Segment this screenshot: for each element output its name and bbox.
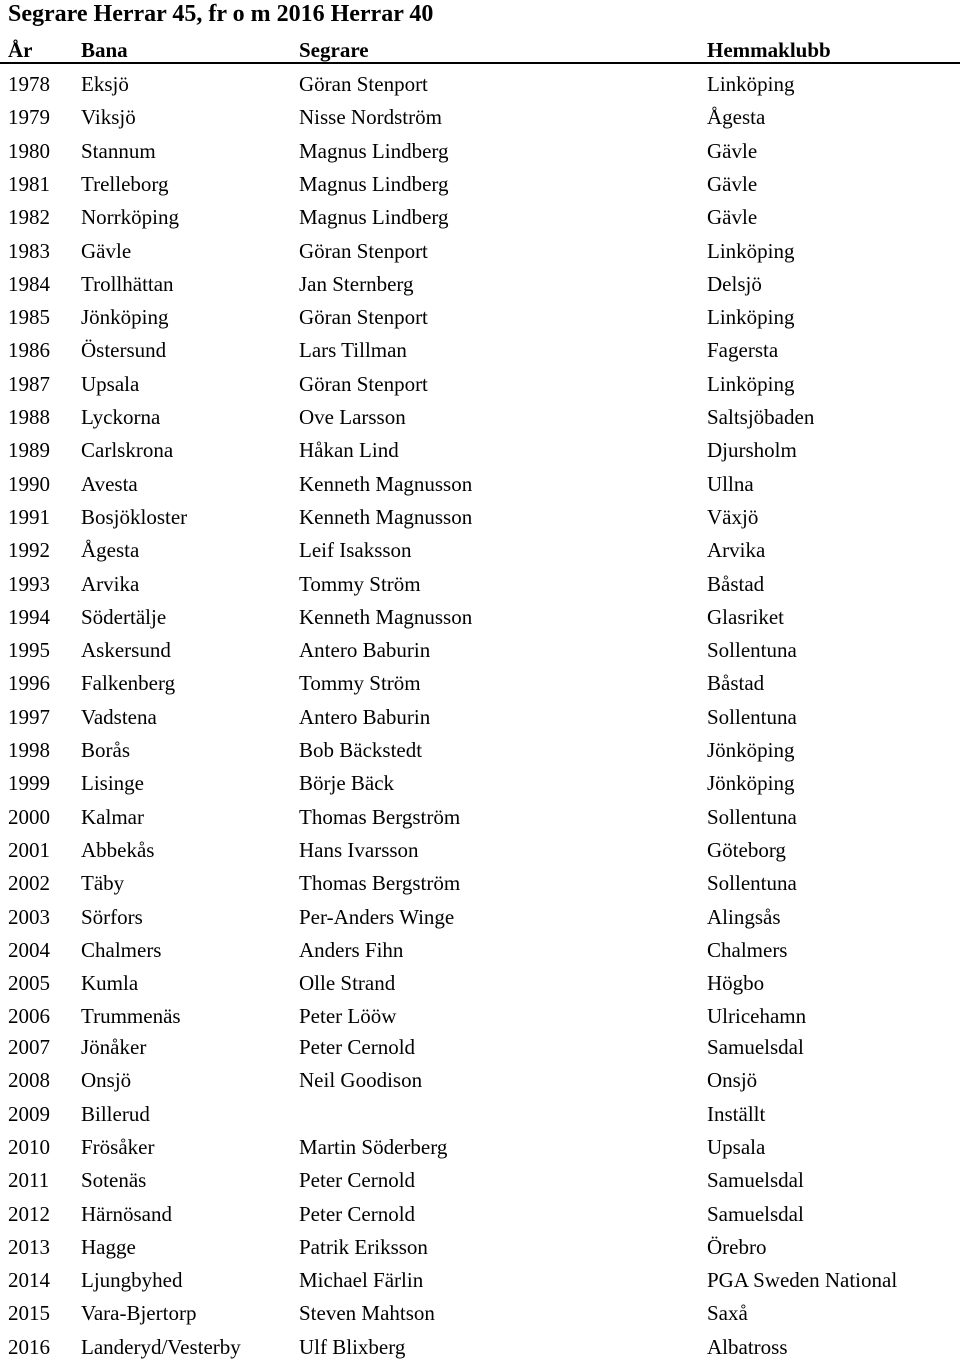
cell-winner: Göran Stenport: [299, 72, 428, 96]
cell-club: Högbo: [707, 971, 765, 996]
table-row: [0, 1100, 960, 1128]
cell-year: 2009: [8, 1101, 50, 1126]
cell-year: 1985: [8, 305, 50, 330]
cell-course: Billerud: [81, 1101, 150, 1126]
cell-course: Sotenäs: [81, 1168, 147, 1193]
cell-club: Samuelsdal: [707, 1201, 804, 1226]
cell-winner: Jan Sternberg: [299, 271, 414, 296]
cell-club: Djursholm: [707, 438, 797, 463]
cell-winner: Kenneth Magnusson: [299, 471, 473, 496]
cell-club: Arvika: [707, 538, 766, 563]
cell-course: Trummenäs: [81, 1004, 181, 1029]
table-row: [0, 70, 960, 98]
table-row: [0, 403, 960, 431]
cell-club: Gävle: [707, 205, 758, 230]
cell-year: 1992: [8, 538, 50, 563]
cell-winner: Göran Stenport: [299, 305, 428, 330]
cell-winner: Ove Larsson: [299, 405, 406, 429]
cell-year: 1987: [8, 371, 50, 396]
cell-winner: Kenneth Magnusson: [299, 504, 473, 529]
cell-year: 2010: [8, 1134, 50, 1159]
cell-course: Täby: [81, 871, 125, 896]
cell-year: 2013: [8, 1234, 50, 1259]
cell-year: 2007: [8, 1035, 50, 1059]
cell-club: Sollentuna: [707, 704, 797, 729]
table-row: [0, 303, 960, 331]
cell-course: Askersund: [81, 638, 171, 663]
table-row: [0, 903, 960, 931]
cell-winner: Göran Stenport: [299, 371, 428, 396]
cell-year: 1986: [8, 338, 50, 363]
cell-club: Örebro: [707, 1234, 767, 1259]
cell-year: 1993: [8, 571, 50, 596]
cell-course: Härnösand: [81, 1201, 172, 1226]
cell-course: Viksjö: [81, 105, 136, 130]
cell-year: 1998: [8, 738, 50, 762]
cell-club: Linköping: [707, 238, 795, 263]
cell-year: 1978: [8, 72, 50, 96]
cell-club: Jönköping: [707, 771, 795, 796]
table-row: [0, 1233, 960, 1261]
table-row: [0, 1200, 960, 1228]
cell-winner: Magnus Lindberg: [299, 171, 449, 196]
cell-course: Ågesta: [81, 538, 140, 563]
cell-winner: Neil Goodison: [299, 1068, 423, 1093]
table-row: [0, 570, 960, 598]
cell-club: Sollentuna: [707, 638, 797, 663]
table-row: [0, 203, 960, 231]
table-row: [0, 669, 960, 697]
cell-winner: Olle Strand: [299, 971, 396, 996]
cell-course: Stannum: [81, 138, 156, 163]
cell-course: Östersund: [81, 338, 167, 363]
cell-club: Gävle: [707, 171, 758, 196]
cell-winner: Ulf Blixberg: [299, 1334, 406, 1359]
cell-course: Upsala: [81, 371, 140, 396]
table-row: [0, 137, 960, 165]
cell-winner: Per-Anders Winge: [299, 904, 455, 929]
table-row: [0, 803, 960, 831]
cell-winner: Göran Stenport: [299, 238, 428, 263]
cell-club: Göteborg: [707, 837, 786, 862]
column-header-winner: Segrare: [299, 38, 369, 62]
table-row: [0, 969, 960, 997]
cell-club: Onsjö: [707, 1068, 758, 1093]
cell-course: Onsjö: [81, 1068, 132, 1093]
cell-course: Lisinge: [81, 771, 144, 796]
cell-club: Växjö: [707, 504, 759, 529]
cell-club: Sollentuna: [707, 804, 797, 829]
cell-winner: Magnus Lindberg: [299, 138, 449, 163]
cell-winner: Anders Fihn: [299, 937, 404, 962]
cell-winner: Leif Isaksson: [299, 538, 412, 563]
cell-winner: Peter Lööw: [299, 1004, 397, 1029]
cell-club: Ullna: [707, 471, 754, 496]
cell-course: Bosjökloster: [81, 504, 188, 529]
cell-winner: Kenneth Magnusson: [299, 604, 473, 629]
cell-winner: Tommy Ström: [299, 571, 421, 596]
table-row: [0, 703, 960, 731]
cell-club: Båstad: [707, 671, 765, 696]
cell-year: 2000: [8, 804, 50, 829]
cell-club: PGA Sweden National: [707, 1268, 898, 1293]
cell-club: Inställt: [707, 1101, 766, 1126]
cell-club: Fagersta: [707, 338, 779, 363]
cell-winner: Nisse Nordström: [299, 105, 442, 130]
cell-course: Frösåker: [81, 1134, 155, 1159]
cell-year: 1991: [8, 504, 50, 529]
cell-year: 2014: [8, 1268, 50, 1293]
cell-winner: Peter Cernold: [299, 1201, 416, 1226]
table-row: [0, 536, 960, 564]
cell-club: Saxå: [707, 1301, 748, 1326]
cell-year: 2015: [8, 1301, 50, 1326]
cell-year: 1984: [8, 271, 50, 296]
cell-winner: Antero Baburin: [299, 704, 431, 729]
cell-winner: Peter Cernold: [299, 1168, 416, 1193]
table-row: [0, 370, 960, 398]
table-header: [0, 36, 960, 64]
cell-course: Vara-Bjertorp: [81, 1301, 197, 1326]
cell-club: Linköping: [707, 305, 795, 330]
table-row: [0, 237, 960, 265]
column-header-course: Bana: [81, 38, 128, 62]
table-row: [0, 769, 960, 797]
cell-winner: Peter Cernold: [299, 1035, 416, 1059]
cell-club: Sollentuna: [707, 871, 797, 896]
cell-year: 2005: [8, 971, 50, 996]
cell-club: Upsala: [707, 1134, 766, 1159]
cell-course: Norrköping: [81, 205, 179, 230]
cell-course: Jönköping: [81, 305, 169, 330]
cell-year: 1996: [8, 671, 50, 696]
cell-winner: Lars Tillman: [299, 338, 407, 363]
cell-course: Landeryd/Vesterby: [81, 1334, 241, 1359]
cell-course: Ljungbyhed: [81, 1268, 183, 1293]
cell-year: 2006: [8, 1004, 50, 1029]
cell-winner: Tommy Ström: [299, 671, 421, 696]
cell-club: Chalmers: [707, 937, 788, 962]
table-row: [0, 436, 960, 464]
cell-club: Saltsjöbaden: [707, 405, 815, 429]
cell-year: 1988: [8, 405, 50, 429]
cell-winner: Magnus Lindberg: [299, 205, 449, 230]
table-row: [0, 503, 960, 531]
cell-year: 1997: [8, 704, 50, 729]
table-row: [0, 170, 960, 198]
table-row: [0, 736, 960, 764]
column-header-club: Hemmaklubb: [707, 38, 831, 62]
cell-club: Gävle: [707, 138, 758, 163]
column-header-year: År: [8, 38, 33, 62]
cell-year: 2003: [8, 904, 50, 929]
cell-winner: Michael Färlin: [299, 1268, 424, 1293]
cell-year: 1994: [8, 604, 50, 629]
cell-year: 2004: [8, 937, 50, 962]
cell-club: Båstad: [707, 571, 765, 596]
cell-year: 1983: [8, 238, 50, 263]
cell-course: Sörfors: [81, 904, 143, 929]
cell-winner: Thomas Bergström: [299, 804, 461, 829]
page-title: Segrare Herrar 45, fr o m 2016 Herrar 40: [8, 1, 434, 27]
table-row: [0, 1002, 960, 1030]
cell-year: 2012: [8, 1201, 50, 1226]
cell-year: 1990: [8, 471, 50, 496]
cell-course: Trollhättan: [81, 271, 174, 296]
cell-year: 1982: [8, 205, 50, 230]
cell-year: 1999: [8, 771, 50, 796]
cell-club: Albatross: [707, 1334, 788, 1359]
cell-winner: Antero Baburin: [299, 638, 431, 663]
cell-year: 2002: [8, 871, 50, 896]
table-row: [0, 936, 960, 964]
cell-winner: Martin Söderberg: [299, 1134, 448, 1159]
cell-year: 1995: [8, 638, 50, 663]
cell-course: Eksjö: [81, 72, 129, 96]
table-row: [0, 836, 960, 864]
cell-year: 2011: [8, 1168, 50, 1193]
table-row: [0, 869, 960, 897]
table-row: [0, 103, 960, 131]
cell-winner: Börje Bäck: [299, 771, 395, 796]
cell-winner: Bob Bäckstedt: [299, 738, 423, 762]
table-row: [0, 1266, 960, 1294]
table-row: [0, 1333, 960, 1361]
cell-course: Abbekås: [81, 837, 155, 862]
cell-course: Lyckorna: [81, 405, 161, 429]
cell-course: Falkenberg: [81, 671, 176, 696]
cell-winner: Hans Ivarsson: [299, 837, 419, 862]
cell-course: Gävle: [81, 238, 132, 263]
cell-course: Hagge: [81, 1234, 136, 1259]
table-row: [0, 1166, 960, 1194]
cell-course: Trelleborg: [81, 171, 169, 196]
table-row: [0, 1133, 960, 1161]
cell-club: Ågesta: [707, 105, 766, 130]
cell-club: Jönköping: [707, 738, 795, 762]
cell-course: Chalmers: [81, 937, 162, 962]
cell-year: 2008: [8, 1068, 50, 1093]
cell-winner: Håkan Lind: [299, 438, 399, 463]
cell-club: Glasriket: [707, 604, 784, 629]
cell-year: 1979: [8, 105, 50, 130]
cell-course: Avesta: [81, 471, 138, 496]
cell-club: Linköping: [707, 371, 795, 396]
cell-year: 2001: [8, 837, 50, 862]
table-row: [0, 470, 960, 498]
cell-club: Samuelsdal: [707, 1168, 804, 1193]
table-row: [0, 1066, 960, 1094]
table-row: [0, 270, 960, 298]
cell-club: Delsjö: [707, 271, 762, 296]
cell-course: Kalmar: [81, 804, 144, 829]
cell-course: Borås: [81, 738, 130, 762]
cell-course: Vadstena: [81, 704, 157, 729]
cell-year: 1989: [8, 438, 50, 463]
cell-year: 1981: [8, 171, 50, 196]
cell-course: Arvika: [81, 571, 140, 596]
cell-year: 2016: [8, 1334, 50, 1359]
cell-club: Alingsås: [707, 904, 781, 929]
cell-club: Ulricehamn: [707, 1004, 807, 1029]
cell-club: Samuelsdal: [707, 1035, 804, 1059]
cell-winner: Steven Mahtson: [299, 1301, 435, 1326]
table-row: [0, 1033, 960, 1061]
cell-course: Södertälje: [81, 604, 167, 629]
cell-course: Kumla: [81, 971, 139, 996]
cell-club: Linköping: [707, 72, 795, 96]
table-row: [0, 336, 960, 364]
cell-winner: Patrik Eriksson: [299, 1234, 428, 1259]
table-row: [0, 603, 960, 631]
cell-winner: Thomas Bergström: [299, 871, 461, 896]
cell-course: Carlskrona: [81, 438, 174, 463]
table-row: [0, 636, 960, 664]
table-row: [0, 1299, 960, 1327]
cell-year: 1980: [8, 138, 50, 163]
cell-course: Jönåker: [81, 1035, 147, 1059]
